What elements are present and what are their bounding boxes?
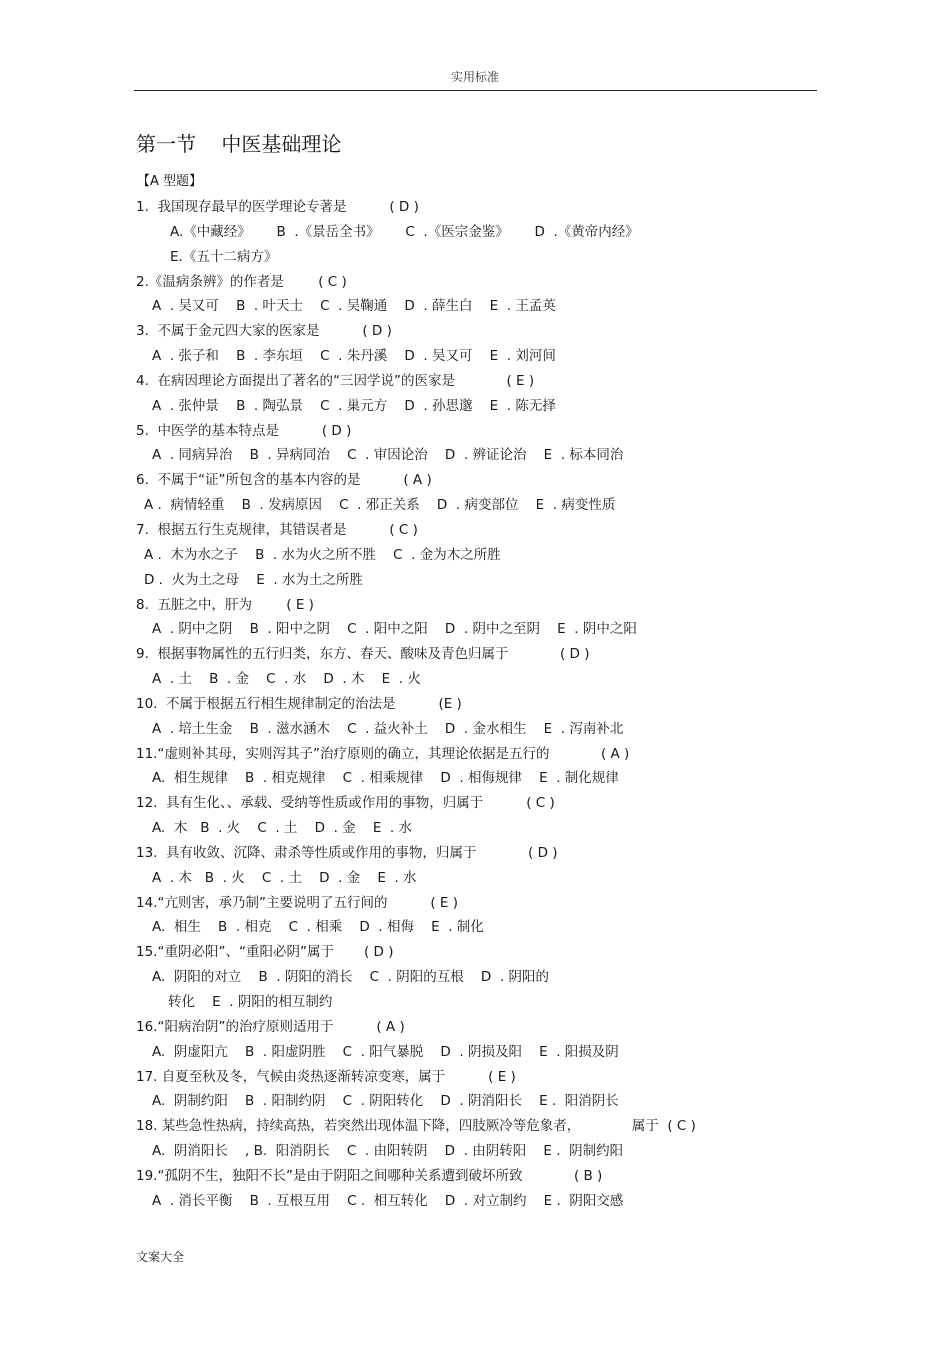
question-stem: 1. 我国现存最早的医学理论专著是 ( D ) xyxy=(136,199,419,215)
question-stem: 9. 根据事物属性的五行归类，东方、春天、酸味及青色归属于 ( D ) xyxy=(136,646,590,663)
answer-options: A . 张子和 B . 李东垣 C . 朱丹溪 D . 吴又可 E . 刘河间 xyxy=(152,348,556,365)
question-list xyxy=(136,195,816,1214)
answer-options: A . 消长平衡 B . 互根互用 C . 相互转化 D . 对立制约 E . 阴阳交感 xyxy=(152,1192,624,1209)
answer-options: A. 阴虚阳亢 B . 阳虚阴胜 C . 阳气暴脱 D . 阴损及阳 E . 阳损及阴 xyxy=(152,1043,619,1060)
answer-options: 转化 E . 阴阳的相互制约 xyxy=(168,994,333,1010)
answer-options: A. 相生 B . 相克 C . 相乘 D . 相侮 E . 制化 xyxy=(152,919,484,936)
answer-options: A . 张仲景 B . 陶弘景 C . 巢元方 D . 孙思邈 E . 陈无择 xyxy=(152,397,556,414)
question-stem: 11.“虚则补其母，实则泻其子”治疗原则的确立，其理论依据是五行的 ( A ) xyxy=(136,745,630,762)
question-stem: 8. 五脏之中，肝为 ( E ) xyxy=(136,596,314,613)
answer-options: A. 阴制约阳 B . 阳制约阴 C . 阴阳转化 D . 阴消阳长 E . 阳消阴长 xyxy=(152,1093,619,1110)
answer-options: D . 火为土之母 E . 水为土之所胜 xyxy=(144,571,363,588)
answer-options: E.《五十二病方》 xyxy=(170,248,278,265)
question-stem: 3. 不属于金元四大家的医家是 ( D ) xyxy=(136,323,392,340)
page-header: 实用标准 xyxy=(450,70,499,84)
page-footer: 文案大全 xyxy=(136,1250,185,1264)
question-stem: 6. 不属于“证”所包含的基本内容的是 ( A ) xyxy=(136,472,432,489)
question-stem: 16.“阳病治阴”的治疗原则适用于 ( A ) xyxy=(136,1018,405,1035)
question-stem: 19.“孤阴不生，独阳不长”是由于阴阳之间哪种关系遭到破坏所致 ( B ) xyxy=(136,1167,603,1184)
header-divider xyxy=(134,90,817,91)
question-stem: 5. 中医学的基本特点是 ( D ) xyxy=(136,422,352,439)
question-stem: 4. 在病因理论方面提出了著名的“三因学说”的医家是 ( E ) xyxy=(136,372,535,389)
answer-options: A . 土 B . 金 C . 水 D . 木 E . 火 xyxy=(152,671,421,688)
question-stem: 12. 具有生化、、承载、受纳等性质或作用的事物，归属于 ( C ) xyxy=(136,795,555,812)
answer-options: A. 阴阳的对立 B . 阴阳的消长 C . 阴阳的互根 D . 阴阳的 xyxy=(152,969,549,986)
section-title: 第一节 中医基础理论 xyxy=(136,132,342,156)
question-stem: 18. 某些急性热病，持续高热，若突然出现体温下降，四肢厥冷等危象者， 属于 ( C ) xyxy=(136,1118,696,1135)
question-stem: 17. 自夏至秋及冬，气候由炎热逐渐转凉变寒，属于 ( E ) xyxy=(136,1068,516,1085)
answer-options: A. 阴消阳长 , B. 阳消阴长 C . 由阳转阴 D . 由阴转阳 E . 阴制约阳 xyxy=(152,1143,624,1160)
answer-options: A . 吴又可 B . 叶天士 C . 吴鞠通 D . 薛生白 E . 王孟英 xyxy=(152,298,556,315)
answer-options: A . 培土生金 B . 滋水涵木 C . 益火补土 D . 金水相生 E . 泻南补北 xyxy=(152,720,624,737)
question-stem: 7. 根据五行生克规律，其错误者是 ( C ) xyxy=(136,521,418,538)
answer-options: A.《中藏经》 B .《景岳全书》 C .《医宗金鉴》 D .《黄帝内经》 xyxy=(170,223,639,240)
question-stem: 10. 不属于根据五行相生规律制定的治法是 (E ) xyxy=(136,695,462,712)
answer-options: A. 木 B . 火 C . 土 D . 金 E . 水 xyxy=(152,820,413,837)
question-stem: 2.《温病条辨》的作者是 ( C ) xyxy=(136,273,347,290)
question-stem: 13. 具有收敛、沉降、肃杀等性质或作用的事物，归属于 ( D ) xyxy=(136,844,558,861)
question-type-label: 【A 型题】 xyxy=(137,174,203,189)
answer-options: A . 病情轻重 B . 发病原因 C . 邪正关系 D . 病变部位 E . 病变性质 xyxy=(144,497,616,514)
answer-options: A . 木 B . 火 C . 土 D . 金 E . 水 xyxy=(152,869,417,886)
answer-options: A. 相生规律 B . 相克规律 C . 相乘规律 D . 相侮规律 E . 制化规律 xyxy=(152,770,619,787)
answer-options: A . 同病异治 B . 异病同治 C . 审因论治 D . 辨证论治 E . 标本同治 xyxy=(152,447,624,464)
answer-options: A . 阴中之阴 B . 阳中之阴 C . 阳中之阳 D . 阴中之至阴 E . 阴中之阳 xyxy=(152,621,637,638)
question-stem: 14.“亢则害，承乃制”主要说明了五行间的 ( E ) xyxy=(136,894,459,911)
answer-options: A . 木为水之子 B . 水为火之所不胜 C . 金为木之所胜 xyxy=(144,546,501,563)
question-stem: 15.“重阴必阳”、“重阳必阴”属于 ( D ) xyxy=(136,944,394,961)
